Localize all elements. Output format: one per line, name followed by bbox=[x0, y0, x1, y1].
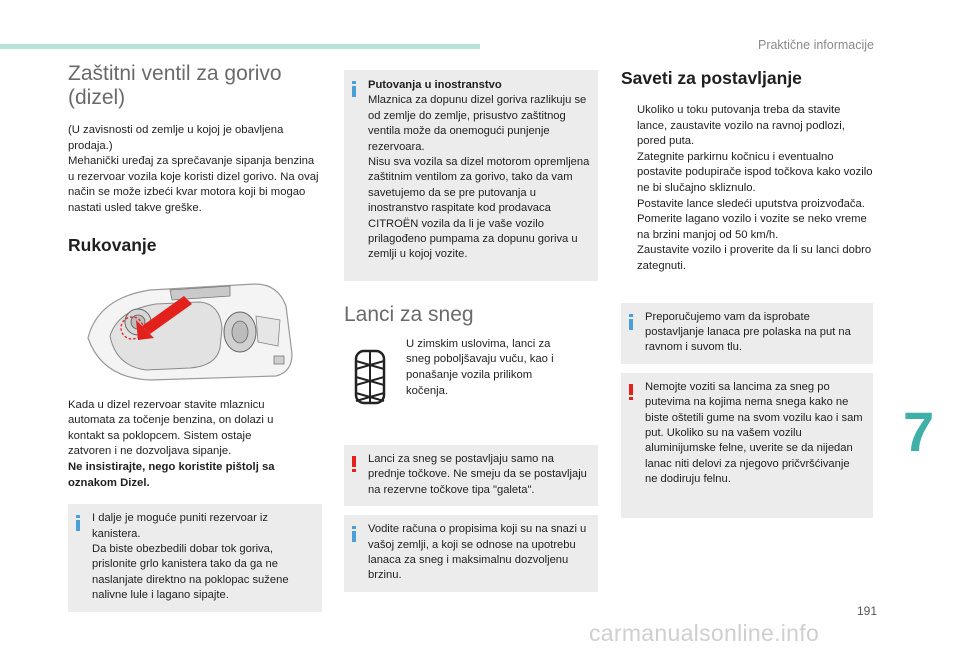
canister-info-2: Da biste obezbedili dobar tok goriva, prislonite grlo kanistera tako da ga ne naslanjate direktno na poklopac sužene nalivne lule i lagano sipajte. bbox=[92, 542, 289, 602]
snow-chain-icon bbox=[350, 347, 390, 407]
regulations-info-box bbox=[344, 515, 598, 592]
tip-text: Pomerite lagano vozilo i vozite se neko vreme na brzini manjoj od 50 km/h. bbox=[637, 213, 867, 241]
page-number: 191 bbox=[857, 604, 878, 618]
installation-tips-list bbox=[621, 103, 873, 275]
handling-title: Rukovanje bbox=[68, 234, 157, 255]
canister-info-1: I dalje je moguće puniti rezervoar iz kanistera. bbox=[92, 512, 268, 540]
no-snow-warning-box bbox=[621, 373, 873, 518]
list-item bbox=[621, 150, 873, 197]
travel-abroad-box bbox=[344, 70, 598, 281]
list-item bbox=[621, 243, 873, 274]
section-header: Praktične informacije bbox=[757, 38, 874, 52]
info-icon bbox=[352, 81, 356, 97]
regulations-info-text: Vodite računa o propisima koji su na snazi u vašoj zemlji, a koji se odnose na upotrebu lanaca za sneg i maksimalnu dozvoljenu brzinu. bbox=[368, 523, 587, 582]
travel-abroad-title: Putovanja u inostranstvo bbox=[368, 79, 502, 91]
warning-icon bbox=[629, 384, 633, 400]
info-icon bbox=[352, 526, 356, 542]
handling-warning-text: Ne insistirajte, nego koristite pištolj sa oznakom Dizel. bbox=[68, 460, 275, 489]
info-icon bbox=[76, 515, 80, 531]
practice-info-text: Preporučujemo vam da isprobate postavljanje lanaca pre polaska na put na ravnom i suvom tlu. bbox=[645, 310, 851, 354]
column-installation-tips bbox=[621, 68, 873, 518]
fuel-valve-title: Zaštitni ventil za gorivo (dizel) bbox=[68, 62, 282, 109]
list-item bbox=[621, 212, 873, 243]
tip-text: Zategnite parkirnu kočnicu i eventualno postavite podupirače ispod točkova kako vozilo ne bi slučajno skliznulo. bbox=[637, 150, 873, 194]
handling-text: Kada u dizel rezervoar stavite mlaznicu automata za točenje benzina, on dolazi u kontakt sa poklopcem. Sistem ostaje zatvoren i ne dozvoljava sipanje. bbox=[68, 398, 274, 458]
header-accent-bar bbox=[0, 44, 480, 49]
snow-chains-warning-box bbox=[344, 445, 598, 506]
travel-abroad-text-2: Nisu sva vozila sa dizel motorom opremljena zaštitnim ventilom za gorivo, tako da vam savetujemo da se pre putovanja u inostranstvo raspitate kod prodavaca CITROËN vozila da li je vaše vozilo prilagođeno pumpama za dopunu goriva u zemlji u kojoj vozite. bbox=[368, 156, 590, 261]
tip-text: Zaustavite vozilo i proverite da li su lanci dobro zategnuti. bbox=[637, 244, 872, 272]
installation-tips-title: Saveti za postavljanje bbox=[621, 68, 802, 88]
snow-chains-title: Lanci za sneg bbox=[344, 302, 474, 326]
warning-icon bbox=[352, 456, 356, 472]
info-icon bbox=[629, 314, 633, 330]
snow-chains-warning-text: Lanci za sneg se postavljaju samo na prednje točkove. Ne smeju da se postavljaju na rezervne točkove tipa "galeta". bbox=[368, 452, 587, 496]
list-item bbox=[621, 103, 873, 150]
chapter-number: 7 bbox=[903, 400, 935, 463]
travel-abroad-text-1: Mlaznica za dopunu dizel goriva razlikuju se od zemlje do zemlje, prisustvo zaštitnog ventila može da onemogući punjenje rezervoara. bbox=[368, 94, 587, 153]
watermark: carmanualsonline.info bbox=[589, 620, 820, 646]
tip-text: Ukoliko u toku putovanja treba da stavite lance, zaustavite vozilo na ravnoj podlozi, pored puta. bbox=[637, 104, 845, 148]
snow-chains-intro bbox=[344, 337, 598, 407]
list-item bbox=[621, 197, 873, 213]
no-snow-warning-text: Nemojte voziti sa lancima za sneg po putevima na kojima nema snega kako ne biste oštetili gume na svom vozilu kao i sam put. Ukoliko su na vašem vozilu aluminijumske felne, uverite se da nijedan lanac niti delovi za njegovo pričvršćivanje ne dodiruju felnu. bbox=[645, 380, 863, 486]
snow-chains-text: U zimskim uslovima, lanci za sneg poboljšavaju vuču, kao i ponašanje vozila prilikom kočenja. bbox=[406, 337, 554, 397]
canister-info-box bbox=[68, 504, 322, 611]
column-snow-chains bbox=[344, 70, 598, 592]
fuel-valve-intro-2: Mehanički uređaj za sprečavanje sipanja benzina u rezervoar vozila koje koristi dizel gorivo. Na ovaj način se može izbeći kvar motora koji bi mogao nastati usled takve greške. bbox=[68, 155, 319, 214]
fuel-filler-illustration bbox=[80, 276, 310, 384]
practice-info-box bbox=[621, 303, 873, 364]
fuel-valve-intro-1: (U zavisnosti od zemlje u kojoj je obavljena prodaja.) bbox=[68, 124, 284, 152]
column-fuel-valve bbox=[68, 62, 323, 612]
tip-text: Postavite lance sledeći uputstva proizvođača. bbox=[637, 197, 865, 210]
